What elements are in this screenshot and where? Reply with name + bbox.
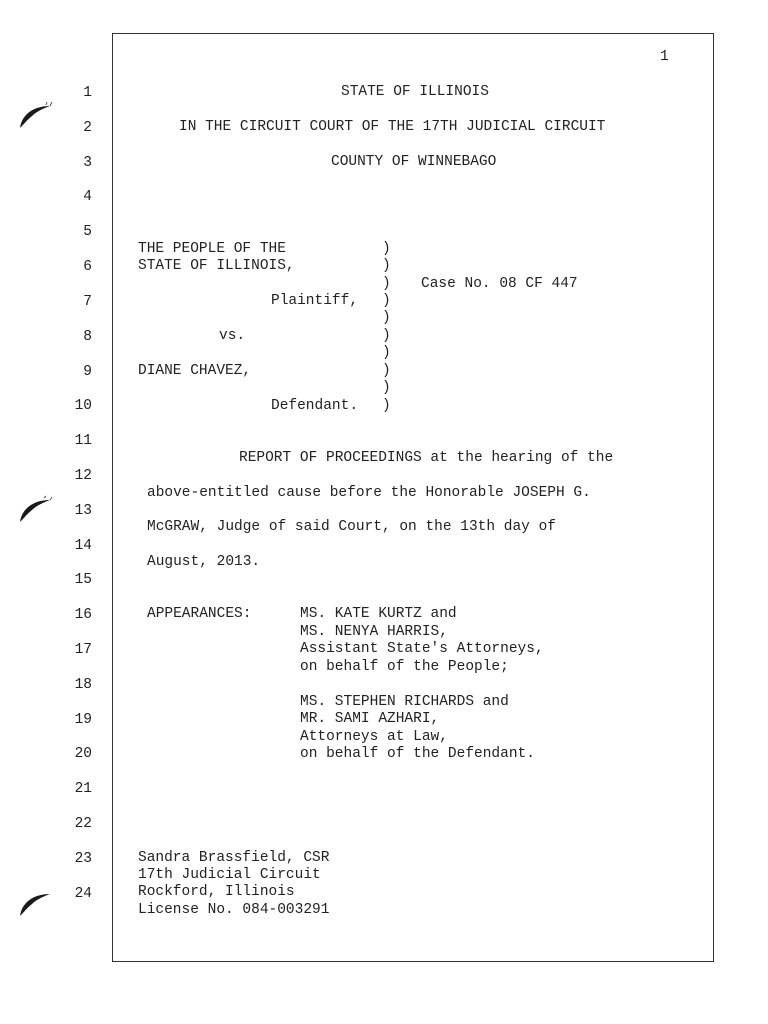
caption-plaintiff-role: Plaintiff, — [271, 293, 359, 309]
reporter-line: Rockford, Illinois — [138, 884, 295, 900]
line-number: 4 — [83, 189, 92, 205]
caption-plaintiff-line2: STATE OF ILLINOIS, — [138, 258, 295, 274]
punch-hole-mark — [16, 888, 56, 920]
caption-paren: ) — [382, 293, 391, 309]
caption-defendant-role: Defendant. — [271, 398, 359, 414]
line-number: 19 — [74, 712, 92, 728]
caption-plaintiff-line1: THE PEOPLE OF THE — [138, 241, 286, 257]
line-number: 1 — [83, 85, 92, 101]
appearances-label: APPEARANCES: — [147, 606, 252, 622]
line-number: 6 — [83, 259, 92, 275]
caption-paren: ) — [382, 328, 391, 344]
report-line: August, 2013. — [147, 554, 261, 570]
line-number: 10 — [74, 398, 92, 414]
caption-defendant-name: DIANE CHAVEZ, — [138, 363, 252, 379]
punch-hole-mark — [16, 100, 56, 132]
reporter-line: Sandra Brassfield, CSR — [138, 850, 330, 866]
appearance-line: MR. SAMI AZHARI, — [300, 711, 440, 727]
line-number: 14 — [74, 538, 92, 554]
case-number: Case No. 08 CF 447 — [421, 276, 578, 292]
header-county: COUNTY OF WINNEBAGO — [331, 154, 497, 170]
appearance-line: MS. KATE KURTZ and — [300, 606, 457, 622]
caption-versus: vs. — [219, 328, 246, 344]
line-number: 3 — [83, 155, 92, 171]
line-number: 9 — [83, 364, 92, 380]
line-number: 16 — [74, 607, 92, 623]
line-number: 11 — [74, 433, 92, 449]
caption-paren: ) — [382, 398, 391, 414]
page-number: 1 — [660, 49, 669, 65]
line-number: 17 — [74, 642, 92, 658]
header-court: IN THE CIRCUIT COURT OF THE 17TH JUDICIAL CIRCUIT — [179, 119, 606, 135]
line-number: 21 — [74, 781, 92, 797]
caption-paren: ) — [382, 276, 391, 292]
reporter-line: License No. 084-003291 — [138, 902, 330, 918]
report-line: above-entitled cause before the Honorable JOSEPH G. — [147, 485, 591, 501]
punch-hole-mark — [16, 494, 56, 526]
line-number: 22 — [74, 816, 92, 832]
line-number: 7 — [83, 294, 92, 310]
line-number: 5 — [83, 224, 92, 240]
line-number: 12 — [74, 468, 92, 484]
caption-paren: ) — [382, 380, 391, 396]
report-line: McGRAW, Judge of said Court, on the 13th day of — [147, 519, 556, 535]
line-number: 18 — [74, 677, 92, 693]
header-state: STATE OF ILLINOIS — [341, 84, 489, 100]
line-number: 23 — [74, 851, 92, 867]
appearance-line: Assistant State's Attorneys, — [300, 641, 544, 657]
appearance-line: on behalf of the Defendant. — [300, 746, 535, 762]
appearance-line: MS. NENYA HARRIS, — [300, 624, 448, 640]
caption-paren: ) — [382, 241, 391, 257]
line-number: 8 — [83, 329, 92, 345]
report-line: REPORT OF PROCEEDINGS at the hearing of the — [239, 450, 614, 466]
line-number: 20 — [74, 746, 92, 762]
line-number: 15 — [74, 572, 92, 588]
reporter-line: 17th Judicial Circuit — [138, 867, 321, 883]
appearance-line: on behalf of the People; — [300, 659, 509, 675]
caption-paren: ) — [382, 310, 391, 326]
appearance-line: MS. STEPHEN RICHARDS and — [300, 694, 509, 710]
line-number: 13 — [74, 503, 92, 519]
appearance-line: Attorneys at Law, — [300, 729, 448, 745]
caption-paren: ) — [382, 363, 391, 379]
caption-paren: ) — [382, 345, 391, 361]
line-number: 24 — [74, 886, 92, 902]
line-number: 2 — [83, 120, 92, 136]
caption-paren: ) — [382, 258, 391, 274]
